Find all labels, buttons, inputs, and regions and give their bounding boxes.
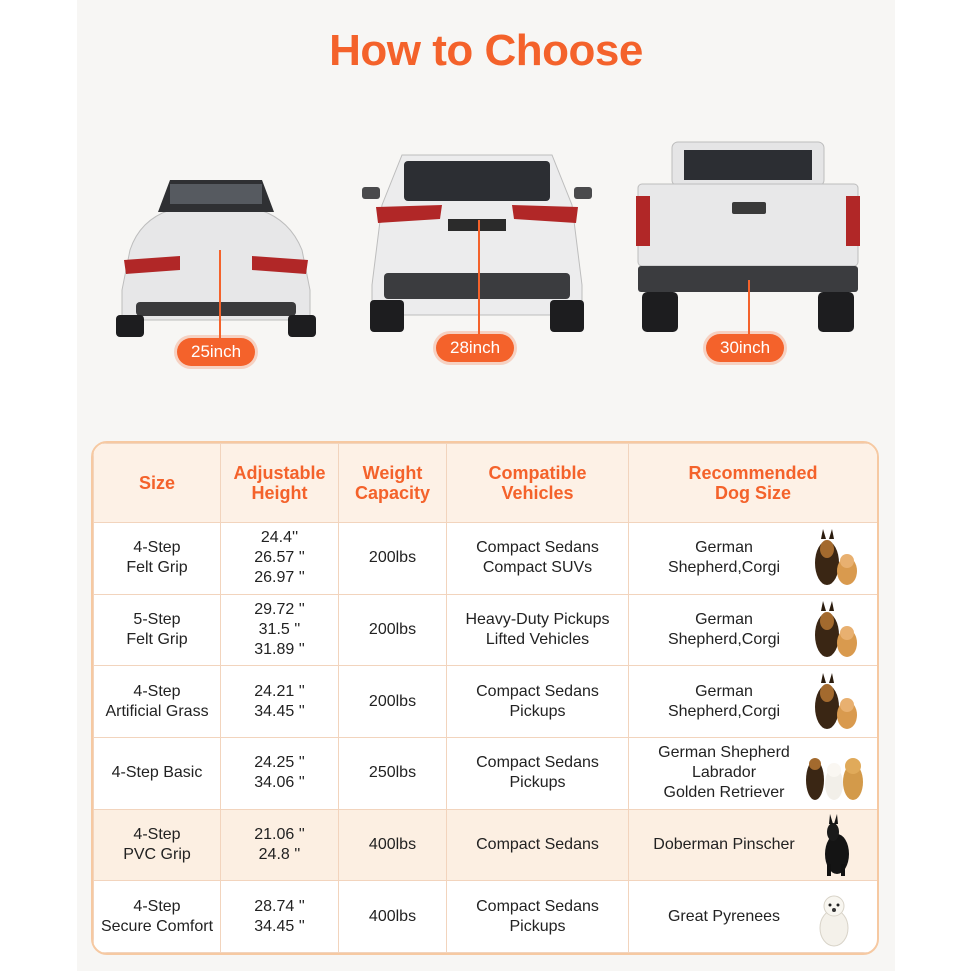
sedan-height-badge: 25inch <box>177 338 255 366</box>
pickup-height-badge: 30inch <box>706 334 784 362</box>
size-cell: 4-Step Secure Comfort <box>94 881 221 953</box>
table-row <box>94 666 878 738</box>
header-recommended-dog-size: Recommended Dog Size <box>629 444 878 523</box>
table-row <box>94 594 878 666</box>
height-cell: 24.4'' 26.57 '' 26.97 '' <box>221 523 339 595</box>
table-row <box>94 737 878 809</box>
header-size: Size <box>94 444 221 523</box>
size-cell: 4-Step Artificial Grass <box>94 666 221 738</box>
header-adjustable-height: Adjustable Height <box>221 444 339 523</box>
table-row <box>94 809 878 881</box>
size-cell: 4-Step Basic <box>94 737 221 809</box>
dogs-cell: Doberman Pinscher <box>629 809 878 881</box>
table-row <box>94 881 878 953</box>
vehicles-cell: Compact Sedans <box>447 809 629 881</box>
size-cell: 4-Step PVC Grip <box>94 809 221 881</box>
great-pyrenees-icon <box>803 886 865 948</box>
suv-height-line <box>478 220 480 336</box>
capacity-cell: 400lbs <box>339 809 447 881</box>
capacity-cell: 200lbs <box>339 594 447 666</box>
header-compatible-vehicles: Compatible Vehicles <box>447 444 629 523</box>
table-row <box>94 523 878 595</box>
height-cell: 29.72 '' 31.5 '' 31.89 '' <box>221 594 339 666</box>
height-cell: 24.25 '' 34.06 '' <box>221 737 339 809</box>
shepherd-corgi-icon <box>803 527 865 589</box>
capacity-cell: 250lbs <box>339 737 447 809</box>
shepherd-corgi-icon <box>803 671 865 733</box>
capacity-cell: 400lbs <box>339 881 447 953</box>
capacity-cell: 200lbs <box>339 666 447 738</box>
size-cell: 5-Step Felt Grip <box>94 594 221 666</box>
page-title: How to Choose <box>329 26 643 75</box>
size-cell: 4-Step Felt Grip <box>94 523 221 595</box>
vehicles-cell: Compact Sedans Pickups <box>447 666 629 738</box>
header-weight-capacity: Weight Capacity <box>339 444 447 523</box>
capacity-cell: 200lbs <box>339 523 447 595</box>
dogs-cell: German Shepherd,Corgi <box>629 523 878 595</box>
shepherd-corgi-icon <box>803 599 865 661</box>
dogs-cell: Great Pyrenees <box>629 881 878 953</box>
dogs-cell: German Shepherd,Corgi <box>629 666 878 738</box>
shepherd-lab-retriever-icon <box>803 742 865 804</box>
dogs-cell: German Shepherd,Corgi <box>629 594 878 666</box>
vehicles-cell: Compact Sedans Compact SUVs <box>447 523 629 595</box>
sedan-height-line <box>219 250 221 340</box>
comparison-table <box>91 441 879 955</box>
vehicles-cell: Compact Sedans Pickups <box>447 737 629 809</box>
sedan-rear-icon <box>110 170 322 340</box>
height-cell: 28.74 '' 34.45 '' <box>221 881 339 953</box>
height-cell: 24.21 '' 34.45 '' <box>221 666 339 738</box>
suv-rear-icon <box>362 135 592 335</box>
dogs-cell: German Shepherd Labrador Golden Retriever <box>629 737 878 809</box>
vehicles-cell: Compact Sedans Pickups <box>447 881 629 953</box>
vehicle-row <box>0 120 970 380</box>
suv-height-badge: 28inch <box>436 334 514 362</box>
height-cell: 21.06 '' 24.8 '' <box>221 809 339 881</box>
doberman-icon <box>803 814 865 876</box>
table-header-row <box>94 444 878 523</box>
vehicles-cell: Heavy-Duty Pickups Lifted Vehicles <box>447 594 629 666</box>
pickup-height-line <box>748 280 750 336</box>
